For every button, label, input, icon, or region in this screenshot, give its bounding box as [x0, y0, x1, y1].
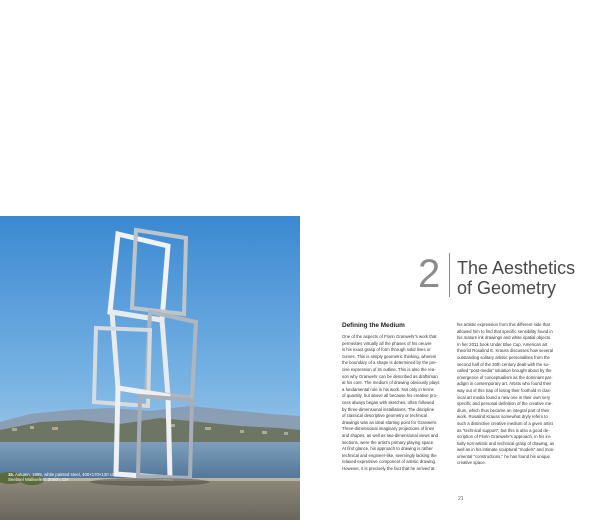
body-column-left: [342, 322, 461, 472]
chapter-number: 2: [418, 252, 441, 296]
section-heading: Defining the Medium: [342, 322, 405, 329]
chapter-title: [457, 258, 597, 298]
page-number: 21: [458, 496, 464, 502]
sculpture-photo: [0, 216, 300, 520]
body-paragraph-right: his artistic expression from this different side that allowed him to find that specific sensibility found in his mature ink drawings and white spatial objects. In her 2011 book Under Blue Cup, American art theorist Rosalind E. Krauss discusses how several outstanding solitary artistic personalities from the second half of the 20th century dealt with the so- called "post-media" situation brought about by the emergence of conceptualism as the dominant par- adigm in contemporary art. Artists who found their way out of this trap of losing their foothold in clas- sical art media found a new one in their own very specific and personal definition of the creative me- dium, which thus became an integral part of their work. Rosalind Krauss somewhat dryly refers to such a distinctive creative medium of a given artist as "technical support", but this is also a good de- scription of Florin Granwehr's approach, in his ini- tially non-artistic and technical grasp of drawing, as well as in his intimate sculptural "models" and mon- umental "constructions," he has found his unique creative space.: [457, 322, 555, 466]
chapter-title-line-2: of Geometry: [457, 278, 557, 298]
text-page: [300, 0, 600, 520]
chapter-title-line-1: The Aesthetics: [457, 258, 576, 278]
chapter-divider: [449, 253, 450, 297]
body-column-right: [457, 322, 576, 467]
figure-caption-text: Autumn, 1999, white painted steel, 400×170×130 cm, Seebüel Wallisellen, Zürich, CH: [8, 472, 117, 483]
figure-number: 15.: [8, 472, 14, 477]
figure-caption: [8, 472, 118, 483]
body-paragraph-left: One of the aspects of Florin Granwehr's work that permeates virtually all the phases of his oeuvre is his exact grasp of form through solid lines or curves. This is simply geometric thinking, wherein the boundary of a shape is determined by the pre- cise expression of its outline. This is also the rea- son why Granwehr can be described as draftsman at his core. The medium of drawing obviously plays a fundamental role in his work. Not only in terms of quantity, but above all because his creative pro- cess always began with sketches, often followed by three-dimensional installations. The discipline of classical descriptive geometry or technical drawings was an ideal starting point for Granwehr. Three-dimensional imaginary projections of lines and shapes, as well as two-dimensional views and sections, were the artist's primary playing space. At first glance, his approach to drawing is rather technical and engineer-like, seemingly lacking the relaxed expressive component of artistic drawing. However, it is precisely the fact that he arrived at: [342, 334, 440, 471]
